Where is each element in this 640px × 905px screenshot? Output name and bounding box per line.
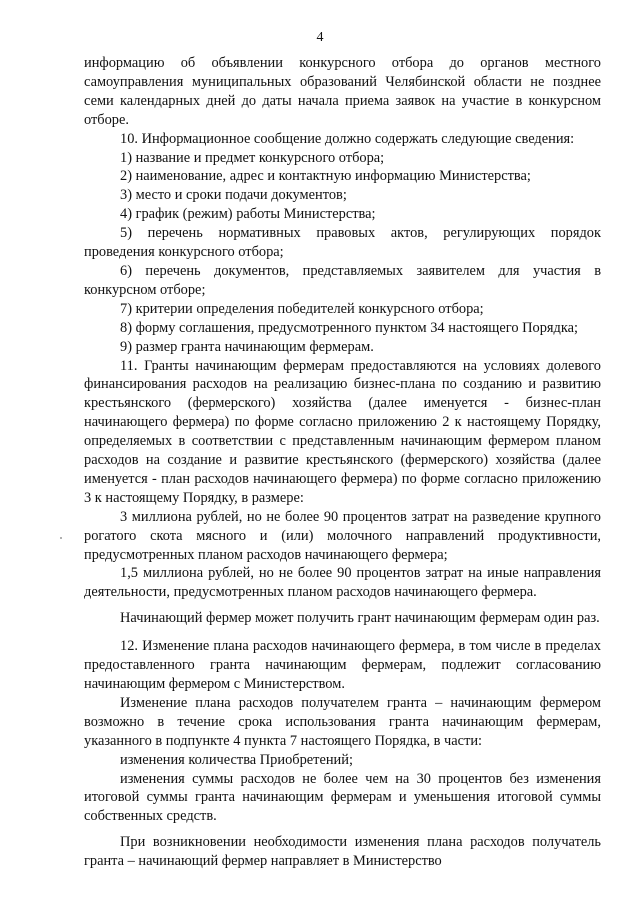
paragraph-item-10: 10. Информационное сообщение должно содержать следующие сведения: (120, 130, 575, 147)
grant-amount-other: 1,5 миллиона рублей, но не более 90 процентов затрат на иные направления деятельности, предусмотренных планом расходов начинающего фермера. (84, 565, 601, 601)
change-expenses-item: изменения суммы расходов не более чем на 30 процентов без изменения итоговой суммы гранта начинающим фермерам и уменьшения итоговой суммы собственных средств. (84, 770, 601, 825)
list-item-1: 1) название и предмет конкурсного отбора; (120, 149, 385, 166)
change-acquisitions-item: изменения количества Приобретений; (120, 751, 353, 768)
list-item-8: 8) форму соглашения, предусмотренного пунктом 34 настоящего Порядка; (120, 319, 578, 336)
grant-once-paragraph: Начинающий фермер может получить грант начинающим фермерам один раз. (120, 610, 600, 627)
paragraph-item-12: 12. Изменение плана расходов начинающего фермера, в том числе в пределах предоставленного гранта начинающим фермерам, подлежит согласованию начинающим фермером с Министерством. (84, 638, 601, 692)
list-item-9: 9) размер гранта начинающим фермерам. (120, 338, 374, 355)
list-item-4: 4) график (режим) работы Министерства; (120, 206, 376, 223)
scan-speck (60, 537, 62, 539)
list-item-2: 2) наименование, адрес и контактную информацию Министерства; (120, 168, 531, 185)
page-number: 4 (316, 30, 324, 45)
list-item-7: 7) критерии определения победителей конкурсного отбора; (120, 300, 484, 317)
grant-amount-livestock: 3 миллиона рублей, но не более 90 процентов затрат на разведение крупного рогатого скота мясного и (или) молочного направлений продуктивности, предусмотренных планом расходов начинающего фермера; (84, 508, 601, 563)
list-item-5: 5) перечень нормативных правовых актов, регулирующих порядок проведения конкурсного отбора; (84, 225, 601, 261)
paragraph-continuation: информацию об объявлении конкурсного отбора до органов местного самоуправления муниципальных образований Челябинской области не позднее семи календарных дней до даты начала приема заявок на участие в конкурсном отборе. (84, 55, 601, 128)
paragraph-item-11: 11. Гранты начинающим фермерам предоставляются на условиях долевого финансирования расходов на реализацию бизнес-плана по созданию и развитию крестьянского (фермерского) хозяйства (далее именуется - бизнес-план начинающего фермера) по форме согласно приложению 2 к настоящему Порядку, определяемых в соответствии с представленным начинающим фермером планом расходов на создание и развитие крестьянского (фермерского) хозяйства (далее именуется - план расходов начинающего фермера) по форме согласно приложению 3 к настоящему Порядку, в размере: (84, 357, 601, 506)
list-item-3: 3) место и сроки подачи документов; (120, 187, 347, 204)
document-body (84, 54, 601, 871)
plan-change-paragraph: Изменение плана расходов получателем гранта – начинающим фермером возможно в течение срока использования гранта начинающим фермерам, указанного в подпункте 4 пункта 7 настоящего Порядка, в части: (84, 694, 601, 749)
paragraph-necessity: При возникновении необходимости изменения плана расходов получатель гранта – начинающий фермер направляет в Министерство (84, 834, 601, 870)
list-item-6: 6) перечень документов, представляемых заявителем для участия в конкурсном отборе; (84, 262, 601, 298)
